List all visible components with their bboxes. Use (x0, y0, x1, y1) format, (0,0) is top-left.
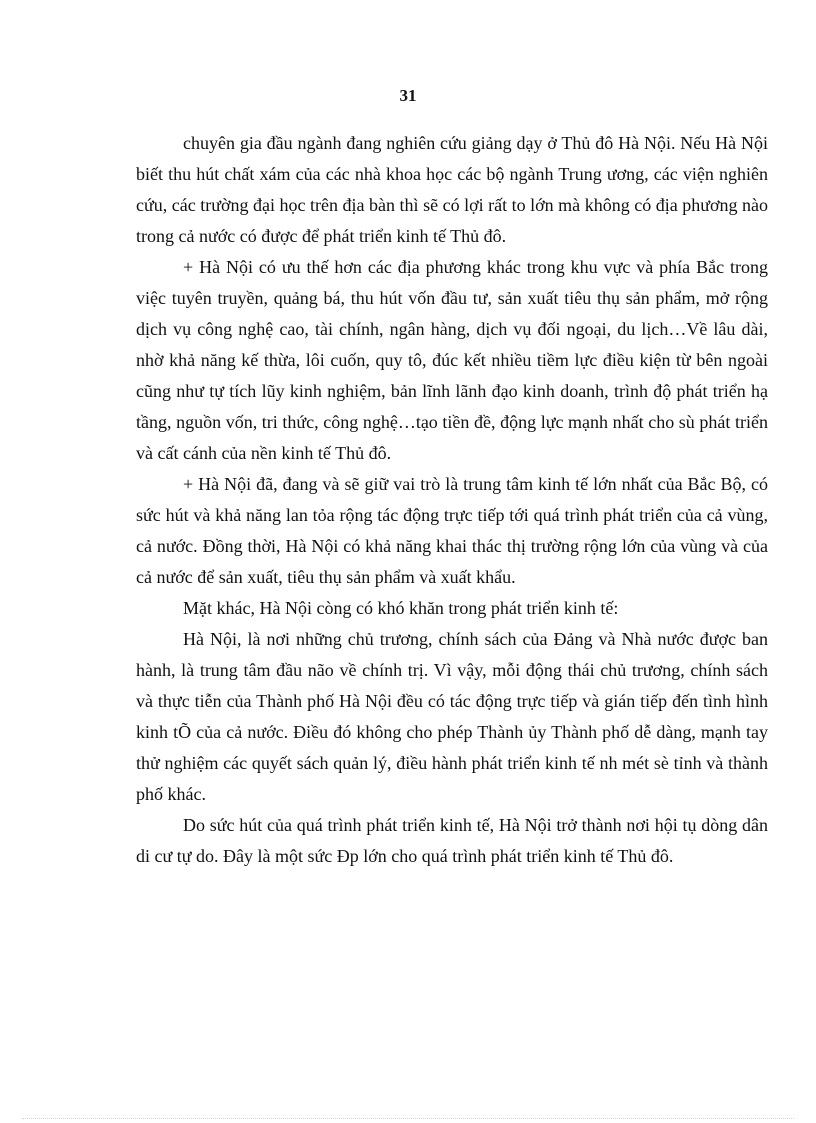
page-number: 31 (399, 86, 417, 105)
paragraph-political-center: Hà Nội, là nơi những chủ trương, chính sách của Đảng và Nhà nước được ban hành, là trung tâm đầu não về chính trị. Vì vậy, mỗi động thái chủ trương, chính sách và thực tiễn của Thành phố Hà Nội đều có tác động trực tiếp và gián tiếp đến tình hình kinh tÕ của cả nước. Điều đó không cho phép Thành ủy Thành phố dễ dàng, mạnh tay thử nghiệm các quyết sách quản lý, điều hành phát triển kinh tế nh mét sè tỉnh và thành phố khác. (136, 629, 768, 804)
paragraph-advantage-promotion: + Hà Nội có ưu thế hơn các địa phương khác trong khu vực và phía Bắc trong việc tuyên truyền, quảng bá, thu hút vốn đầu tư, sản xuất tiêu thụ sản phẩm, mở rộng dịch vụ công nghệ cao, tài chính, ngân hàng, dịch vụ đối ngoại, du lịch…Về lâu dài, nhờ khả năng kế thừa, lôi cuốn, quy tô, đúc kết nhiều tiềm lực điều kiện từ bên ngoài cũng như tự tích lũy kinh nghiệm, bản lĩnh lãnh đạo kinh doanh, trình độ phát triển hạ tầng, nguồn vốn, tri thức, công nghệ…tạo tiền đề, động lực mạnh nhất cho sù phát triển và cất cánh của nền kinh tế Thủ đô. (136, 257, 768, 463)
paragraph-economic-center: + Hà Nội đã, đang và sẽ giữ vai trò là trung tâm kinh tế lớn nhất của Bắc Bộ, có sức hút và khả năng lan tỏa rộng tác động trực tiếp tới quá trình phát triển của cả vùng, cả nước. Đồng thời, Hà Nội có khả năng khai thác thị trường rộng lớn của vùng và của cả nước để sản xuất, tiêu thụ sản phẩm và xuất khẩu. (136, 474, 768, 587)
page-bottom-rule (22, 1118, 794, 1119)
paragraph-migration: Do sức hút của quá trình phát triển kinh tế, Hà Nội trở thành nơi hội tụ dòng dân di cư tự do. Đây là một sức Ðp lớn cho quá trình phát triển kinh tế Thủ đô. (136, 815, 768, 866)
paragraph-difficulties-intro: Mặt khác, Hà Nội còng có khó khăn trong phát triển kinh tế: (183, 598, 619, 618)
document-body (136, 128, 768, 872)
paragraph-thu-do-talent: chuyên gia đầu ngành đang nghiên cứu giảng dạy ở Thủ đô Hà Nội. Nếu Hà Nội biết thu hút chất xám của các nhà khoa học các bộ ngành Trung ương, các viện nghiên cứu, các trường đại học trên địa bàn thì sẽ có lợi rất to lớn mà không có địa phương nào trong cả nước có được để phát triển kinh tế Thủ đô. (136, 133, 768, 246)
